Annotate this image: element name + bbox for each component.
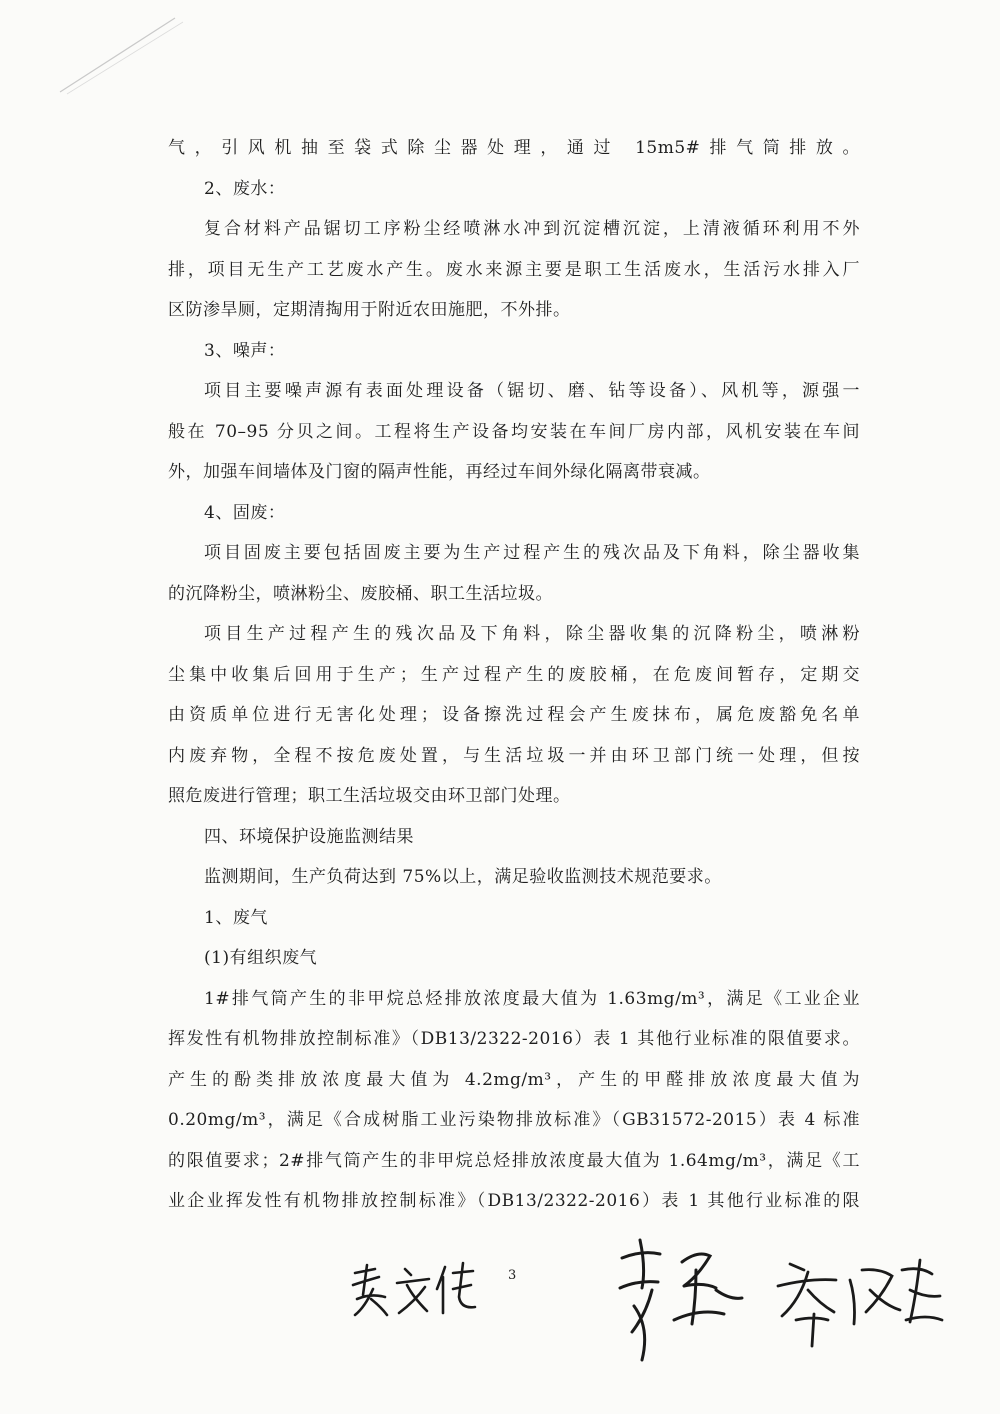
section-heading-wastewater: 2、废水： xyxy=(204,178,286,199)
text-line: 业企业挥发性有机物排放控制标准》（DB13/2322-2016）表 1 其他行业标准的限 xyxy=(168,1191,860,1211)
section-heading-noise: 3、噪声： xyxy=(204,340,286,361)
handwritten-signature xyxy=(770,1250,950,1350)
handwritten-signature xyxy=(345,1255,485,1325)
text-line: 气，引风机抽至袋式除尘器处理，通过 15m5#排气筒排放。 xyxy=(168,138,860,158)
section-heading-exhaust-gas: 1、废气 xyxy=(204,907,268,928)
text-line: 项目生产过程产生的残次品及下角料，除尘器收集的沉降粉尘，喷淋粉 xyxy=(204,624,860,644)
document-body xyxy=(168,128,860,1222)
text-line: 挥发性有机物排放控制标准》（DB13/2322-2016）表 1 其他行业标准的限值要求。 xyxy=(168,1029,860,1049)
text-line: 的限值要求；2#排气筒产生的非甲烷总烃排放浓度最大值为 1.64mg/m³，满足《工 xyxy=(168,1150,860,1171)
text-line: 照危废进行管理；职工生活垃圾交由环卫部门处理。 xyxy=(168,786,571,806)
text-line: 产生的酚类排放浓度最大值为 4.2mg/m³，产生的甲醛排放浓度最大值为 xyxy=(168,1069,860,1090)
section-heading-monitoring-results: 四、环境保护设施监测结果 xyxy=(204,826,414,847)
text-line: 项目主要噪声源有表面处理设备（锯切、磨、钻等设备）、风机等，源强一 xyxy=(204,381,860,401)
text-line: 监测期间，生产负荷达到 75%以上，满足验收监测技术规范要求。 xyxy=(204,867,722,887)
text-line: 由资质单位进行无害化处理；设备擦洗过程会产生废抹布，属危废豁免名单 xyxy=(168,705,860,725)
text-line: 的沉降粉尘，喷淋粉尘、废胶桶、职工生活垃圾。 xyxy=(168,583,553,604)
text-line: 外，加强车间墙体及门窗的隔声性能，再经过车间外绿化隔离带衰减。 xyxy=(168,462,711,482)
text-line: 尘集中收集后回用于生产；生产过程产生的废胶桶，在危废间暂存，定期交 xyxy=(168,664,860,685)
text-line: 0.20mg/m³，满足《合成树脂工业污染物排放标准》（GB31572-2015）表 4 标准 xyxy=(168,1110,860,1130)
text-line: 内废弃物，全程不按危废处置，与生活垃圾一并由环卫部门统一处理，但按 xyxy=(168,745,860,766)
scan-artifact-stroke xyxy=(55,10,195,100)
text-line: 复合材料产品锯切工序粉尘经喷淋水冲到沉淀槽沉淀，上清液循环利用不外 xyxy=(204,219,860,239)
handwritten-signature xyxy=(612,1228,762,1368)
text-line: 项目固废主要包括固废主要为生产过程产生的残次品及下角料，除尘器收集 xyxy=(204,543,860,563)
page-number: 3 xyxy=(508,1268,517,1283)
section-heading-solid-waste: 4、固废： xyxy=(204,502,286,523)
text-line: 1#排气筒产生的非甲烷总烃排放浓度最大值为 1.63mg/m³，满足《工业企业 xyxy=(204,988,860,1009)
text-line: 般在 70–95 分贝之间。工程将生产设备均安装在车间厂房内部，风机安装在车间 xyxy=(168,421,860,442)
text-line: 区防渗旱厕，定期清掏用于附近农田施肥，不外排。 xyxy=(168,300,571,320)
text-line: 排，项目无生产工艺废水产生。废水来源主要是职工生活废水，生活污水排入厂 xyxy=(168,259,860,280)
subsection-heading-organized-exhaust: (1)有组织废气 xyxy=(204,948,318,968)
